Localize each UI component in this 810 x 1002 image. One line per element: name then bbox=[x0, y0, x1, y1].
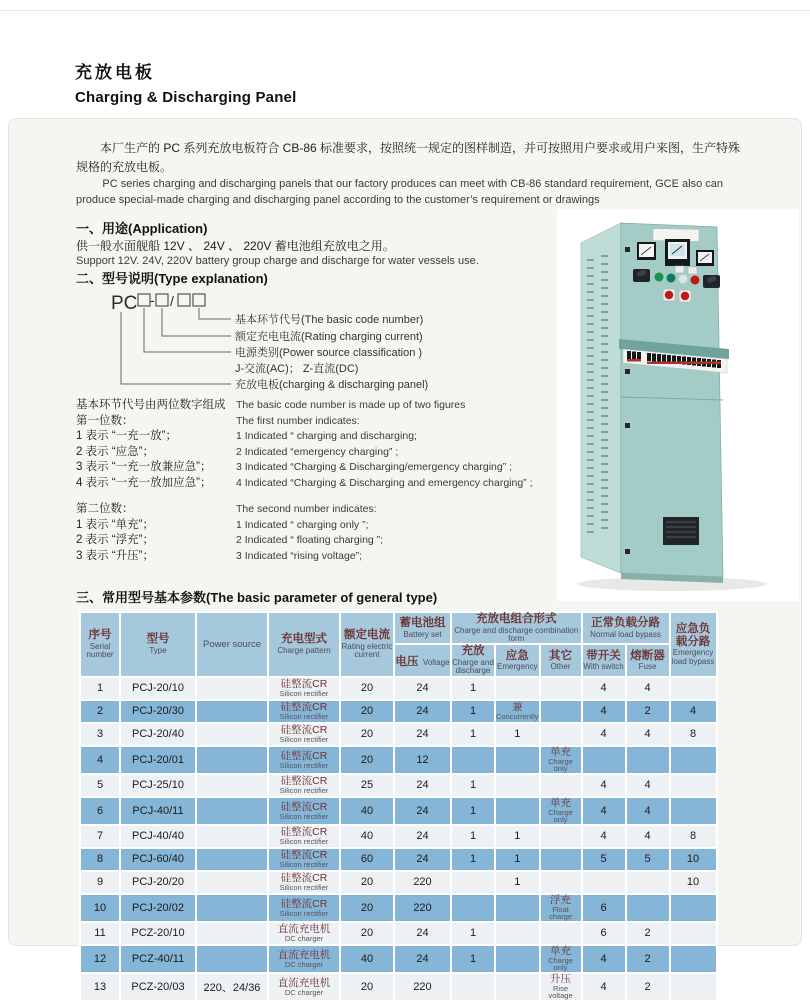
table-cell bbox=[541, 923, 581, 944]
table-cell: PCJ-25/10 bbox=[121, 775, 195, 796]
table-cell bbox=[671, 747, 716, 773]
table-cell: 4 bbox=[627, 826, 669, 847]
label-power-class2: J-交流(AC)； Z-直流(DC) bbox=[235, 363, 359, 375]
table-cell bbox=[496, 946, 539, 972]
table-cell bbox=[269, 775, 339, 796]
rule-row bbox=[76, 533, 676, 549]
table-cell: 10 bbox=[81, 895, 119, 921]
table-row bbox=[81, 678, 716, 699]
table-cell: 24 bbox=[395, 849, 450, 870]
type-code-slash: / bbox=[170, 293, 174, 309]
rule-row bbox=[76, 445, 676, 461]
table-cell bbox=[583, 872, 625, 893]
cell-zh: 硅整流CR bbox=[280, 849, 328, 862]
cell-zh: 硅整流CR bbox=[280, 701, 328, 714]
table-cell: 20 bbox=[341, 678, 393, 699]
parameter-heading: 三、常用型号基本参数(The basic parameter of general type) bbox=[76, 590, 438, 605]
rule-row bbox=[76, 518, 676, 534]
label-panel: 充放电板(charging & discharging panel) bbox=[235, 379, 429, 391]
col-emergency: 应急 Emergency bbox=[496, 645, 539, 675]
cell-zh: 单充 bbox=[550, 745, 572, 758]
rule-row bbox=[76, 414, 676, 430]
table-cell: 1 bbox=[81, 678, 119, 699]
cell-zh: 兼 bbox=[512, 701, 523, 714]
table-cell: 1 bbox=[496, 872, 539, 893]
table-cell bbox=[269, 826, 339, 847]
rule-en: The second number indicates: bbox=[236, 503, 377, 515]
table-cell: 6 bbox=[81, 798, 119, 824]
col-type: 型号 Type bbox=[121, 613, 195, 676]
table-cell: 24 bbox=[395, 946, 450, 972]
table-cell: 5 bbox=[81, 775, 119, 796]
table-cell bbox=[269, 747, 339, 773]
table-cell bbox=[496, 701, 539, 722]
table-cell bbox=[197, 849, 267, 870]
first-number-rules bbox=[76, 398, 676, 492]
table-cell bbox=[671, 946, 716, 972]
table-cell bbox=[671, 798, 716, 824]
table-cell bbox=[269, 798, 339, 824]
table-cell: 40 bbox=[341, 798, 393, 824]
table-cell: 3 bbox=[81, 724, 119, 745]
rule-en: 3 Indicated “Charging & Discharging/emergency charging” ; bbox=[236, 461, 513, 474]
col-combination: 充放电组合形式 Charge and discharge combination form bbox=[452, 613, 581, 643]
table-cell: PCJ-20/20 bbox=[121, 872, 195, 893]
col-emergency-bypass: 应急负载分路 Emergency load bypass bbox=[671, 613, 716, 676]
table-cell: 6 bbox=[583, 895, 625, 921]
col-power-source: Power source bbox=[197, 613, 267, 676]
cell-zh: 浮充 bbox=[550, 893, 572, 906]
table-cell: 24 bbox=[395, 724, 450, 745]
table-cell: 24 bbox=[395, 775, 450, 796]
rule-zh: 3 表示 “升压”； bbox=[76, 549, 154, 562]
type-code-prefix: PC bbox=[111, 293, 138, 314]
table-cell bbox=[541, 872, 581, 893]
application-heading: 一、用途(Application) bbox=[76, 221, 208, 236]
table-cell: PCZ-20/03 bbox=[121, 974, 195, 1000]
table-cell: 4 bbox=[671, 701, 716, 722]
table-cell: PCZ-20/10 bbox=[121, 923, 195, 944]
table-cell: 20 bbox=[341, 724, 393, 745]
table-cell: 4 bbox=[627, 678, 669, 699]
table-cell bbox=[583, 747, 625, 773]
table-cell: 10 bbox=[671, 872, 716, 893]
table-cell: 2 bbox=[81, 701, 119, 722]
rule-en: 2 Indicated “emergency charging” ; bbox=[236, 445, 399, 458]
table-cell bbox=[541, 946, 581, 972]
cell-en: Silicon rectifier bbox=[279, 760, 329, 770]
table-cell bbox=[671, 923, 716, 944]
table-cell: 24 bbox=[395, 678, 450, 699]
page-title-block bbox=[75, 58, 296, 106]
col-battery-set: 蓄电池组 Battery set bbox=[395, 613, 450, 643]
label-power-class: 电源类别(Power source classification ) bbox=[235, 347, 423, 359]
table-cell bbox=[627, 895, 669, 921]
cell-en: DC charger bbox=[284, 959, 324, 969]
cell-zh: 直流充电机 bbox=[277, 976, 331, 989]
table-cell bbox=[496, 775, 539, 796]
table-cell: 24 bbox=[395, 826, 450, 847]
table-cell bbox=[496, 974, 539, 1000]
cell-zh: 升压 bbox=[550, 972, 572, 985]
cell-en: Silicon rectifier bbox=[279, 837, 329, 847]
cell-zh: 硅整流CR bbox=[280, 897, 328, 910]
cell-en: Charge only bbox=[548, 756, 573, 774]
cell-zh: 硅整流CR bbox=[280, 775, 328, 788]
table-cell: 20 bbox=[341, 895, 393, 921]
table-cell: 1 bbox=[496, 849, 539, 870]
type-code-diagram bbox=[101, 284, 491, 399]
table-cell: 4 bbox=[627, 775, 669, 796]
table-cell: 1 bbox=[452, 775, 494, 796]
col-normal-bypass: 正常负载分路 Normal load bypass bbox=[583, 613, 669, 643]
table-cell bbox=[269, 974, 339, 1000]
table-cell: 12 bbox=[395, 747, 450, 773]
type-explanation-heading: 二、型号说明(Type explanation) bbox=[76, 271, 268, 286]
cell-en: DC charger bbox=[284, 934, 324, 944]
col-with-switch: 带开关 With switch bbox=[583, 645, 625, 675]
table-cell bbox=[496, 895, 539, 921]
table-cell: PCZ-40/11 bbox=[121, 946, 195, 972]
table-cell: 40 bbox=[341, 826, 393, 847]
table-row bbox=[81, 923, 716, 944]
table-cell: PCJ-20/02 bbox=[121, 895, 195, 921]
col-fuse: 熔断器 Fuse bbox=[627, 645, 669, 675]
table-cell: 20 bbox=[341, 923, 393, 944]
table-cell: 20 bbox=[341, 872, 393, 893]
table-cell bbox=[627, 872, 669, 893]
cell-en: Silicon rectifier bbox=[279, 883, 329, 893]
cell-zh: 硅整流CR bbox=[280, 872, 328, 885]
table-cell: 4 bbox=[583, 798, 625, 824]
table-row bbox=[81, 724, 716, 745]
top-divider bbox=[0, 10, 810, 11]
parameter-table bbox=[79, 611, 718, 1002]
table-cell: 20 bbox=[341, 974, 393, 1000]
table-cell bbox=[496, 798, 539, 824]
table-cell bbox=[452, 747, 494, 773]
table-cell: 1 bbox=[452, 946, 494, 972]
table-cell bbox=[496, 678, 539, 699]
table-cell: 8 bbox=[81, 849, 119, 870]
rule-row bbox=[76, 549, 676, 565]
table-cell bbox=[541, 895, 581, 921]
table-cell: 6 bbox=[583, 923, 625, 944]
table-cell: 20 bbox=[341, 747, 393, 773]
rule-row bbox=[76, 429, 676, 445]
cell-zh: 直流充电机 bbox=[277, 948, 331, 961]
table-cell: PCJ-40/11 bbox=[121, 798, 195, 824]
table-cell bbox=[452, 872, 494, 893]
table-cell: 2 bbox=[627, 946, 669, 972]
table-cell: 8 bbox=[671, 724, 716, 745]
table-row bbox=[81, 974, 716, 1000]
table-cell: 4 bbox=[81, 747, 119, 773]
application-text-en: Support 12V. 24V, 220V battery group charge and discharge for water vessels use. bbox=[76, 255, 479, 267]
table-cell bbox=[541, 974, 581, 1000]
table-cell: 25 bbox=[341, 775, 393, 796]
table-cell: 4 bbox=[583, 775, 625, 796]
table-cell bbox=[197, 678, 267, 699]
table-cell: 1 bbox=[452, 701, 494, 722]
table-cell bbox=[197, 826, 267, 847]
table-cell bbox=[197, 724, 267, 745]
table-cell: 2 bbox=[627, 974, 669, 1000]
rule-en: 1 Indicated “ charging and discharging; bbox=[236, 430, 417, 443]
table-cell: 4 bbox=[583, 724, 625, 745]
table-row bbox=[81, 701, 716, 722]
table-row bbox=[81, 775, 716, 796]
cell-en: Float charge bbox=[549, 904, 572, 922]
table-cell: 1 bbox=[452, 923, 494, 944]
table-cell bbox=[541, 849, 581, 870]
table-cell: 24 bbox=[395, 701, 450, 722]
table-cell: 9 bbox=[81, 872, 119, 893]
table-cell: 60 bbox=[341, 849, 393, 870]
table-cell bbox=[197, 923, 267, 944]
rule-row bbox=[76, 398, 676, 414]
table-cell bbox=[269, 724, 339, 745]
parameter-table-wrap bbox=[79, 611, 718, 1002]
table-cell: 1 bbox=[452, 798, 494, 824]
rule-en: 4 Indicated “Charging & Discharging and emergency charging” ; bbox=[236, 476, 533, 489]
cell-en: Silicon rectifier bbox=[279, 860, 329, 870]
cell-en: Charge only bbox=[548, 807, 573, 825]
parameter-table-body bbox=[81, 678, 716, 1000]
table-cell: 5 bbox=[583, 849, 625, 870]
table-cell: PCJ-20/10 bbox=[121, 678, 195, 699]
table-cell: 11 bbox=[81, 923, 119, 944]
table-cell bbox=[627, 747, 669, 773]
table-cell bbox=[452, 895, 494, 921]
label-rating-current: 额定充电电流(Rating charging current) bbox=[235, 331, 423, 343]
table-cell: 4 bbox=[583, 678, 625, 699]
table-row bbox=[81, 798, 716, 824]
table-cell bbox=[197, 775, 267, 796]
table-cell: 220 bbox=[395, 872, 450, 893]
table-cell bbox=[496, 747, 539, 773]
table-cell: 4 bbox=[583, 701, 625, 722]
table-cell: 220、24/36 bbox=[197, 974, 267, 1000]
cell-en: Silicon rectifier bbox=[279, 786, 329, 796]
cell-en: Charge only bbox=[548, 955, 573, 973]
rule-row bbox=[76, 502, 676, 518]
rule-en: The first number indicates: bbox=[236, 414, 360, 427]
table-cell: 12 bbox=[81, 946, 119, 972]
table-cell bbox=[541, 798, 581, 824]
type-code-dash: - bbox=[150, 292, 155, 308]
cell-zh: 硅整流CR bbox=[280, 826, 328, 839]
rule-zh: 3 表示 “一充一放兼应急”； bbox=[76, 461, 212, 474]
table-cell bbox=[541, 747, 581, 773]
table-cell: 1 bbox=[452, 826, 494, 847]
table-cell: 1 bbox=[452, 678, 494, 699]
application-text-zh: 供一般水面舰船 12V 、 24V 、 220V 蓄电池组充放电之用。 bbox=[76, 239, 395, 253]
col-other: 其它 Other bbox=[541, 645, 581, 675]
table-cell bbox=[197, 872, 267, 893]
col-voltage: 电压 Voltage bbox=[395, 645, 450, 675]
table-cell: 24 bbox=[395, 798, 450, 824]
table-cell: 1 bbox=[496, 724, 539, 745]
cell-en: Rise voltage bbox=[548, 983, 573, 1001]
table-cell bbox=[197, 895, 267, 921]
cell-en: Concurrently bbox=[496, 712, 539, 722]
table-cell: 8 bbox=[671, 826, 716, 847]
table-cell bbox=[269, 895, 339, 921]
cell-zh: 单充 bbox=[550, 944, 572, 957]
table-cell bbox=[541, 701, 581, 722]
table-cell: PCJ-20/40 bbox=[121, 724, 195, 745]
table-cell: 4 bbox=[583, 826, 625, 847]
rule-zh: 2 表示 “应急”； bbox=[76, 445, 154, 458]
table-cell bbox=[541, 775, 581, 796]
second-number-rules bbox=[76, 502, 676, 564]
table-row bbox=[81, 747, 716, 773]
cell-en: DC charger bbox=[284, 987, 324, 997]
content-panel bbox=[8, 118, 802, 1001]
rule-zh: 第二位数： bbox=[76, 503, 134, 515]
table-cell: 10 bbox=[671, 849, 716, 870]
cell-en: Silicon rectifier bbox=[279, 735, 329, 745]
rule-en: 3 Indicated “rising voltage”; bbox=[236, 549, 363, 562]
rule-zh: 2 表示 “浮充”； bbox=[76, 534, 154, 547]
cell-zh: 硅整流CR bbox=[280, 724, 328, 737]
table-cell: PCJ-40/40 bbox=[121, 826, 195, 847]
rule-row bbox=[76, 460, 676, 476]
col-charge-discharge: 充放 Charge and discharge bbox=[452, 645, 494, 676]
rule-en: 1 Indicated “ charging only ”; bbox=[236, 518, 369, 531]
cell-zh: 硅整流CR bbox=[280, 678, 328, 691]
col-charge-pattern: 充电型式 Charge pattern bbox=[269, 613, 339, 676]
table-cell bbox=[197, 946, 267, 972]
cell-en: Silicon rectifier bbox=[279, 908, 329, 918]
table-cell bbox=[541, 724, 581, 745]
table-cell bbox=[197, 701, 267, 722]
table-cell: 24 bbox=[395, 923, 450, 944]
page-title-zh: 充放电板 bbox=[75, 63, 155, 82]
table-cell: 220 bbox=[395, 895, 450, 921]
table-cell bbox=[671, 678, 716, 699]
table-cell: 4 bbox=[627, 798, 669, 824]
table-cell bbox=[452, 974, 494, 1000]
table-cell bbox=[269, 946, 339, 972]
table-cell bbox=[197, 747, 267, 773]
table-cell: 4 bbox=[583, 974, 625, 1000]
rule-zh: 第一位数： bbox=[76, 414, 134, 427]
cell-en: Silicon rectifier bbox=[279, 689, 329, 699]
table-cell bbox=[269, 701, 339, 722]
page-title-en: Charging & Discharging Panel bbox=[75, 89, 297, 106]
rule-row bbox=[76, 476, 676, 492]
table-cell: 20 bbox=[341, 701, 393, 722]
table-cell bbox=[269, 678, 339, 699]
cell-en: Silicon rectifier bbox=[279, 811, 329, 821]
table-cell: 1 bbox=[496, 826, 539, 847]
table-cell: 1 bbox=[452, 849, 494, 870]
table-row bbox=[81, 946, 716, 972]
intro-paragraph-en: PC series charging and discharging panels that our factory produces can meet with CB-86 standard requirement, GCE also can produce special-made charging and discharging panel according to the customer’s requirement or drawings bbox=[76, 178, 723, 206]
table-cell bbox=[541, 826, 581, 847]
table-cell: 2 bbox=[627, 923, 669, 944]
table-row bbox=[81, 872, 716, 893]
rule-en: The basic code number is made up of two figures bbox=[236, 399, 466, 411]
table-cell bbox=[671, 775, 716, 796]
table-cell bbox=[671, 895, 716, 921]
table-cell: 220 bbox=[395, 974, 450, 1000]
table-cell: PCJ-20/01 bbox=[121, 747, 195, 773]
table-cell: 1 bbox=[452, 724, 494, 745]
table-cell bbox=[269, 849, 339, 870]
table-cell: 5 bbox=[627, 849, 669, 870]
table-cell: PCJ-20/30 bbox=[121, 701, 195, 722]
cell-zh: 硅整流CR bbox=[280, 800, 328, 813]
table-cell bbox=[671, 974, 716, 1000]
table-cell: 4 bbox=[627, 724, 669, 745]
table-row bbox=[81, 826, 716, 847]
table-cell bbox=[541, 678, 581, 699]
col-rating-current: 额定电流 Rating electric current bbox=[341, 613, 393, 676]
table-row bbox=[81, 849, 716, 870]
cell-zh: 单充 bbox=[550, 796, 572, 809]
table-row bbox=[81, 895, 716, 921]
table-cell bbox=[197, 798, 267, 824]
rule-zh: 4 表示 “一充一放加应急”； bbox=[76, 476, 212, 489]
table-cell: 7 bbox=[81, 826, 119, 847]
rule-zh: 1 表示 “单充”； bbox=[76, 518, 154, 531]
cell-en: Silicon rectifier bbox=[279, 712, 329, 722]
table-cell: 2 bbox=[627, 701, 669, 722]
table-cell bbox=[269, 923, 339, 944]
table-cell bbox=[269, 872, 339, 893]
table-cell: 40 bbox=[341, 946, 393, 972]
rule-zh: 基本环节代号由两位数字组成 bbox=[76, 399, 226, 411]
cell-zh: 直流充电机 bbox=[277, 923, 331, 936]
table-cell: PCJ-60/40 bbox=[121, 849, 195, 870]
rule-en: 2 Indicated “ floating charging ”; bbox=[236, 534, 384, 547]
table-cell: 13 bbox=[81, 974, 119, 1000]
label-basic-code: 基本环节代号(The basic code number) bbox=[235, 314, 424, 326]
rule-zh: 1 表示 “一充一放”； bbox=[76, 430, 177, 443]
table-cell bbox=[496, 923, 539, 944]
col-serial: 序号 Serial number bbox=[81, 613, 119, 676]
cell-zh: 硅整流CR bbox=[280, 749, 328, 762]
table-cell: 4 bbox=[583, 946, 625, 972]
intro-paragraph-zh: 本厂生产的 PC 系列充放电板符合 CB-86 标准要求，按照统一规定的图样制造，并可按照用户要求或用户来图，生产特殊规格的充放电板。 bbox=[76, 141, 741, 174]
